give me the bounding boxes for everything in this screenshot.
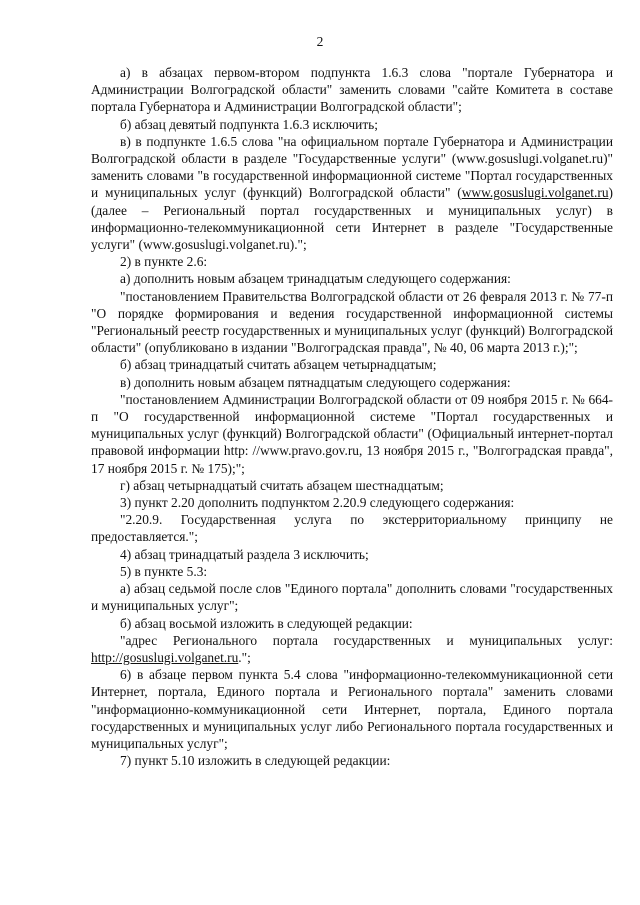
paragraph-quote-664p: "постановлением Администрации Волгоградской области от 09 ноября 2015 г. № 664-п "О государственной информационной системе "Портал государственных и муниципальных услуг (функций) Волгоградской области" (Официальный интернет-портал правовой информации http: //www.pravo.gov.ru, 13 ноября 2015 г., "Волгоградская правда", 17 ноября 2015 г. № 175);"; [91,391,613,476]
paragraph-item-4: 4) абзац тринадцатый раздела 3 исключить; [120,546,369,562]
paragraph-a-1-6-3: а) в абзацах первом-втором подпункта 1.6.3 слова "портале Губернатора и Администрации Волгоградской области" заменить словами "сайте Комитета в составе портала Губернатора и Администрации Волгоградской области"; [91,65,613,115]
paragraph-item-7: 7) пункт 5.10 изложить в следующей редакции: [120,753,391,769]
paragraph-2-b: б) абзац тринадцатый считать абзацем четырнадцатым; [120,357,437,373]
paragraph-quote-address: "адрес Регионального портала государственных и муниципальных услуг: http://gosuslugi.volganet.ru."; [91,632,613,665]
url-link: www.gosuslugi.volganet.ru [461,185,609,201]
paragraph-2-g: г) абзац четырнадцатый считать абзацем шестнадцатым; [120,477,444,493]
paragraph-5-b: б) абзац восьмой изложить в следующей редакции: [120,615,413,631]
url-link: http://gosuslugi.volganet.ru [91,649,239,665]
paragraph-item-2: 2) в пункте 2.6: [120,254,208,270]
paragraph-b-1-6-3: б) абзац девятый подпункта 1.6.3 исключить; [120,116,378,132]
paragraph-2-v: в) дополнить новым абзацем пятнадцатым следующего содержания: [120,374,511,390]
paragraph-item-6: 6) в абзаце первом пункта 5.4 слова "информационно-телекоммуникационной сети Интернет, портала, Единого портала и Регионального портала" заменить словами "информационно-коммуникационной сети Интернет, портала, Единого портала государственных и муниципальных услуг либо Регионального портала государственных и муниципальных услуг"; [91,667,613,751]
paragraph-item-5: 5) в пункте 5.3: [120,563,208,579]
paragraph-2-a: а) дополнить новым абзацем тринадцатым следующего содержания: [120,271,511,287]
paragraph-v-1-6-5: в) в подпункте 1.6.5 слова "на официальном портале Губернатора и Администрации Волгоградской области в разделе "Государственные услуги" (www.gosuslugi.volganet.ru)" заменить словами "в государственной информационной системе "Портал государственных и муниципальных услуг (функций) Волгоградской области" (www.gosuslugi.volganet.ru) (далее – Региональный портал государственных и муниципальных услуг) в информационно-телекоммуникационной сети Интернет в разделе "Государственные услуги" (www.gosuslugi.volganet.ru)."; [91,133,613,253]
paragraph-5-a: а) абзац седьмой после слов "Единого портала" дополнить словами "государственных и муниципальных услуг"; [91,581,613,614]
document-body [91,64,613,769]
paragraph-item-3: 3) пункт 2.20 дополнить подпунктом 2.20.9 следующего содержания: [120,495,515,511]
page-number: 2 [316,34,324,49]
paragraph-quote-2-20-9: "2.20.9. Государственная услуга по экстерриториальному принципу не предоставляется."; [91,512,613,545]
paragraph-quote-77p: "постановлением Правительства Волгоградской области от 26 февраля 2013 г. № 77-п "О порядке формирования и ведения государственной информационной системы "Региональный реестр государственных и муниципальных услуг (функций) Волгоградской области" (опубликовано в издании "Волгоградская правда", № 40, 06 марта 2013 г.);"; [91,288,613,356]
